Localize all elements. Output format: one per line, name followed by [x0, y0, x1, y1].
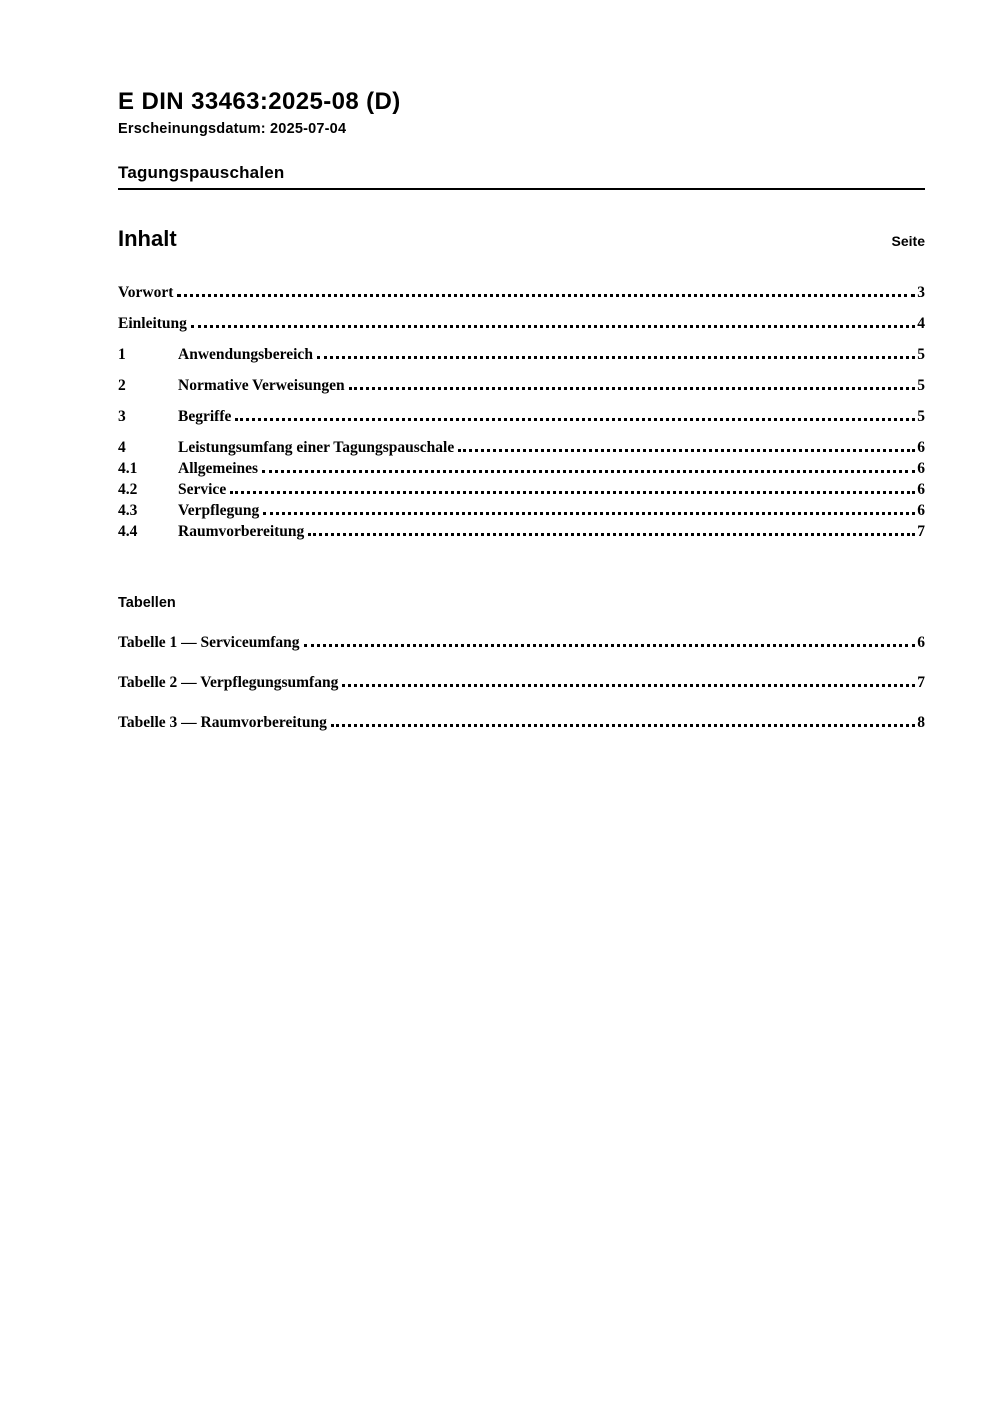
dot-leader	[191, 325, 915, 328]
dot-leader	[262, 470, 915, 473]
toc-entry-title: Allgemeines	[178, 460, 259, 477]
toc-entry-title: Raumvorbereitung	[178, 523, 305, 540]
toc-entry-number: 2	[118, 377, 126, 394]
dot-leader	[331, 724, 915, 727]
toc-entry-title: Einleitung	[118, 315, 187, 332]
toc-entry-page: 3	[917, 284, 925, 301]
toc-header	[118, 226, 925, 252]
toc-entry-number: 4.4	[118, 523, 138, 540]
tables-toc-list	[118, 634, 925, 732]
toc-heading: Inhalt	[118, 226, 177, 251]
toc-entry-number: 3	[118, 408, 126, 425]
document-header	[118, 88, 925, 190]
toc-entry-title: Leistungsumfang einer Tagungspauschale	[178, 439, 455, 456]
toc-entry-title: Begriffe	[178, 408, 232, 425]
toc-entry-page: 5	[917, 346, 925, 363]
toc-entry	[118, 460, 925, 478]
toc-entry-page: 4	[917, 315, 925, 332]
toc-entry-title: Vorwort	[118, 284, 174, 301]
toc-entry	[118, 315, 925, 333]
toc-entry-number: 4	[118, 439, 126, 456]
dot-leader	[308, 533, 915, 536]
table-toc-entry	[118, 714, 925, 732]
toc-entry	[118, 377, 925, 395]
dot-leader	[177, 294, 915, 297]
toc-entry-page: 6	[917, 439, 925, 456]
toc-entry-page: 5	[917, 377, 925, 394]
toc-entry-title: Anwendungsbereich	[178, 346, 313, 363]
toc-entry-page: 6	[917, 481, 925, 498]
toc-entry-page: 6	[917, 502, 925, 519]
table-toc-entry	[118, 674, 925, 692]
publication-date: Erscheinungsdatum: 2025-07-04	[118, 121, 347, 137]
toc-entry-number: 4.2	[118, 481, 138, 498]
document-title: Tagungspauschalen	[118, 163, 925, 190]
toc-entry	[118, 284, 925, 302]
table-entry-page: 7	[917, 674, 925, 691]
table-entry-page: 6	[917, 634, 925, 651]
toc-list	[118, 284, 925, 541]
dot-leader	[304, 644, 916, 647]
table-entry-title: Tabelle 2 — Verpflegungsumfang	[118, 674, 339, 691]
toc-entry	[118, 481, 925, 499]
toc-entry-page: 7	[917, 523, 925, 540]
toc-entry-page: 5	[917, 408, 925, 425]
toc-entry-number: 4.3	[118, 502, 138, 519]
table-toc-entry	[118, 634, 925, 652]
toc-entry-page: 6	[917, 460, 925, 477]
toc-entry-title: Verpflegung	[178, 502, 260, 519]
toc-entry	[118, 502, 925, 520]
dot-leader	[263, 512, 915, 515]
toc-entry-number: 4.1	[118, 460, 138, 477]
dot-leader	[458, 449, 915, 452]
toc-entry-title: Service	[178, 481, 227, 498]
toc-entry-number: 1	[118, 346, 126, 363]
toc-entry	[118, 523, 925, 541]
dot-leader	[342, 684, 915, 687]
tables-section-heading: Tabellen	[118, 595, 176, 611]
document-number: E DIN 33463:2025-08 (D)	[118, 88, 401, 115]
table-entry-title: Tabelle 3 — Raumvorbereitung	[118, 714, 327, 731]
dot-leader	[349, 387, 916, 390]
toc-entry-title: Normative Verweisungen	[178, 377, 345, 394]
toc-entry	[118, 408, 925, 426]
toc-entry	[118, 346, 925, 364]
table-entry-page: 8	[917, 714, 925, 731]
dot-leader	[230, 491, 915, 494]
page-column-label: Seite	[891, 233, 925, 249]
dot-leader	[317, 356, 915, 359]
dot-leader	[235, 418, 915, 421]
toc-entry	[118, 439, 925, 457]
table-entry-title: Tabelle 1 — Serviceumfang	[118, 634, 300, 651]
